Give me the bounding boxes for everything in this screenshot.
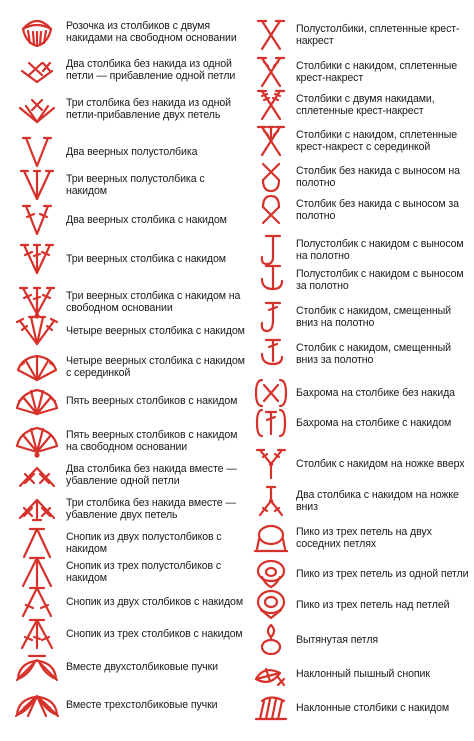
legend-row [252, 521, 474, 555]
picot-adjacent-icon [254, 521, 288, 555]
crossed-treble-icon [254, 88, 288, 122]
legend-label: Полустолбик с накидом с выносом за полотно [296, 267, 464, 292]
legend-label: Три веерных полустолбика с накидом [66, 172, 205, 197]
legend-row [252, 337, 474, 371]
double-dc-puff-icon [14, 650, 60, 684]
four-double-fan-icon [14, 314, 60, 348]
rose-of-double-crochets-icon [14, 15, 60, 49]
legend-row [0, 384, 250, 418]
legend-row [0, 314, 250, 348]
legend-row [0, 168, 250, 202]
two-half-double-fan-icon [14, 135, 60, 169]
back-post-sc-icon [254, 193, 288, 227]
fringe-dc-icon [254, 406, 288, 440]
legend-row [252, 18, 474, 52]
legend-label: Столбик без накида с выносом на полотно [296, 164, 460, 189]
legend-row [252, 233, 474, 267]
triple-dc-puff-icon [14, 688, 60, 722]
legend-row [252, 588, 474, 622]
legend-row [0, 555, 250, 589]
picot-over-loop-icon [254, 588, 288, 622]
fringe-sc-icon [254, 376, 288, 410]
crossed-double-center-icon [254, 124, 288, 158]
legend-row [252, 124, 474, 158]
spike-sc-icon [254, 300, 288, 334]
legend-row [0, 242, 250, 276]
legend-row [252, 406, 474, 440]
legend-label: Столбики с двумя накидами, сплетенные крест-накрест [296, 92, 435, 117]
spike-dc-icon [254, 337, 288, 371]
legend-label: Три веерных столбика с накидом на свободном основании [66, 289, 241, 314]
legend-label: Столбики с накидом, сплетенные крест-накрест [296, 59, 458, 84]
legend-label: Розочка из столбиков с двумя накидами на свободном основании [66, 19, 237, 44]
legend-row [252, 160, 474, 194]
legend-row [252, 263, 474, 297]
legend-row [0, 650, 250, 684]
five-double-fan-icon [14, 384, 60, 418]
legend-row [0, 15, 250, 49]
legend-label: Два столбика с накидом на ножке вниз [296, 488, 459, 513]
hdc3tog-cluster-icon [14, 555, 60, 589]
legend-row [252, 300, 474, 334]
crossed-half-double-icon [254, 18, 288, 52]
legend-label: Пять веерных столбиков с накидом на свободном основании [66, 428, 238, 453]
four-double-fan-center-icon [14, 350, 60, 384]
legend-label: Вытянутая петля [296, 633, 379, 646]
legend-label: Столбик с накидом, смещенный вниз за полотно [296, 341, 451, 366]
legend-label: Три столбика без накида из одной петли-прибавление двух петель [66, 96, 231, 121]
legend-label: Наклонные столбики с накидом [296, 701, 450, 714]
legend-row [0, 688, 250, 722]
legend-row [0, 424, 250, 458]
legend-label: Бахрома на столбике без накида [296, 386, 455, 399]
dc3tog-cluster-icon [14, 617, 60, 651]
legend-row [252, 193, 474, 227]
legend-label: Четыре веерных столбика с накидом [66, 324, 245, 337]
legend-row [0, 203, 250, 237]
legend-label: Столбик с накидом, смещенный вниз на полотно [296, 304, 451, 329]
legend-label: Снопик из двух полустолбиков с накидом [66, 530, 222, 555]
legend-label: Столбики с накидом, сплетенные крест-накрест с серединкой [296, 128, 458, 153]
legend-row [0, 135, 250, 169]
legend-label: Два веерных полустолбика [66, 145, 198, 158]
sc2tog-icon [14, 458, 60, 492]
legend-row [252, 447, 474, 481]
legend-label: Три столбика без накида вместе — убавление двух петель [66, 496, 236, 521]
legend-row [252, 657, 474, 691]
triple-single-crochet-increase-icon [14, 92, 60, 126]
crossed-double-icon [254, 55, 288, 89]
three-half-double-fan-icon [14, 168, 60, 202]
legend-label: Снопик из двух столбиков с накидом [66, 595, 244, 608]
legend-label: Снопик из трех полустолбиков с накидом [66, 559, 222, 584]
back-post-hdc-icon [254, 263, 288, 297]
legend-row [252, 623, 474, 657]
legend-row [252, 484, 474, 518]
single-crochet-increase-icon [14, 53, 60, 87]
legend-label: Снопик из трех столбиков с накидом [66, 627, 243, 640]
legend-label: Четыре веерных столбика с накидом с серединкой [66, 354, 245, 379]
legend-label: Пико из трех петель из одной петли [296, 567, 469, 580]
legend-label: Бахрома на столбике с накидом [296, 416, 452, 429]
front-post-hdc-icon [254, 233, 288, 267]
slanted-dc-group-icon [254, 691, 288, 725]
legend-label: Вместе трехстолбиковые пучки [66, 698, 218, 711]
dc-on-stem-up-icon [254, 447, 288, 481]
legend-label: Три веерных столбика с накидом [66, 252, 226, 265]
legend-row [252, 376, 474, 410]
slanted-puff-icon [254, 657, 288, 691]
elongated-loop-icon [254, 623, 288, 657]
legend-label: Полустолбик с накидом с выносом на полотно [296, 237, 464, 262]
legend-row [0, 53, 250, 87]
picot-one-loop-icon [254, 557, 288, 591]
legend-label: Два столбика без накида из одной петли — прибавление одной петли [66, 57, 236, 82]
legend-label: Столбик с накидом на ножке вверх [296, 457, 465, 470]
legend-label: Пико из трех петель на двух соседних петлях [296, 525, 432, 550]
legend-label: Два столбика без накида вместе — убавление одной петли [66, 462, 237, 487]
legend-label: Полустолбики, сплетенные крест-накрест [296, 22, 460, 47]
dc-on-stem-down-icon [254, 484, 288, 518]
legend-row [252, 88, 474, 122]
legend-row [0, 617, 250, 651]
legend-row [252, 557, 474, 591]
legend-label: Столбик без накида с выносом за полотно [296, 197, 459, 222]
legend-row [0, 585, 250, 619]
legend-row [252, 55, 474, 89]
two-double-fan-icon [14, 203, 60, 237]
three-double-fan-icon [14, 242, 60, 276]
legend-label: Наклонный пышный снопик [296, 667, 430, 680]
dc2tog-cluster-icon [14, 585, 60, 619]
legend-label: Вместе двухстолбиковые пучки [66, 660, 218, 673]
legend-label: Два веерных столбика с накидом [66, 213, 227, 226]
legend-row [0, 350, 250, 384]
legend-row [252, 691, 474, 725]
legend-label: Пико из трех петель над петлей [296, 598, 450, 611]
legend-row [0, 492, 250, 526]
legend-row [0, 92, 250, 126]
sc3tog-icon [14, 492, 60, 526]
legend-label: Пять веерных столбиков с накидом [66, 394, 238, 407]
legend-row [0, 458, 250, 492]
five-double-fan-free-base-icon [14, 424, 60, 458]
front-post-sc-icon [254, 160, 288, 194]
